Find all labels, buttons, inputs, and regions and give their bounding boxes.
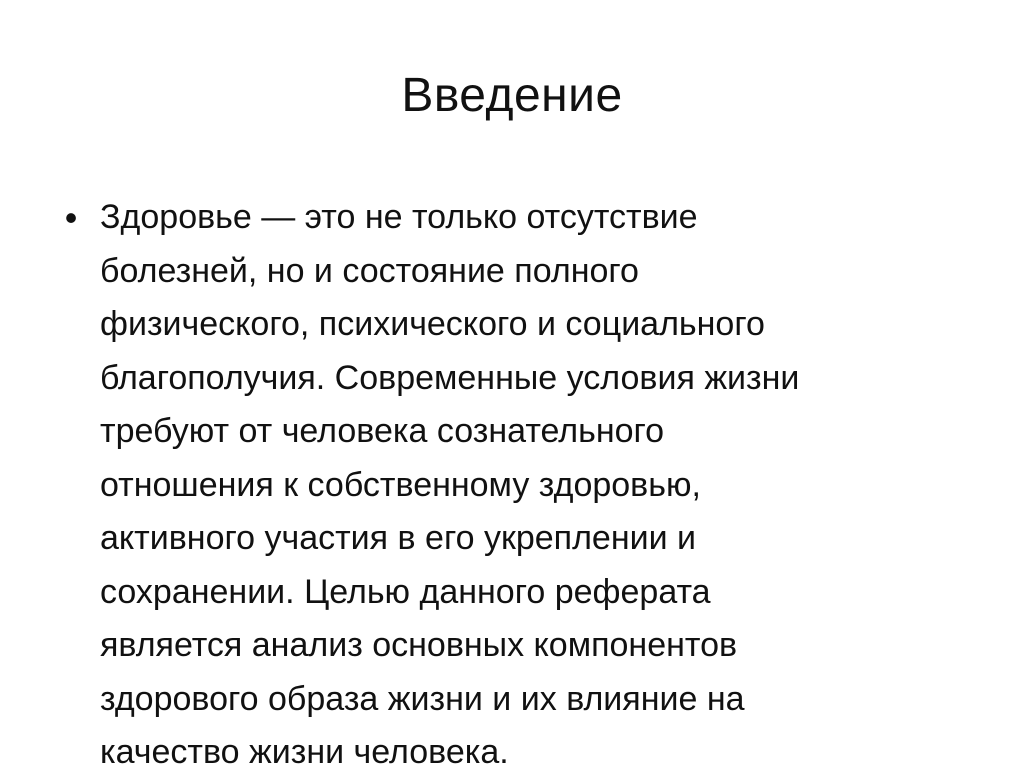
- slide-title: Введение: [401, 69, 623, 122]
- text-line: отношения к собственному здоровью,: [100, 465, 701, 504]
- text-line: сохранении. Целью данного реферата: [100, 572, 711, 611]
- text-line: здорового образа жизни и их влияние на: [100, 679, 745, 718]
- text-line: болезней, но и состояние полного: [100, 251, 639, 290]
- text-line: является анализ основных компонентов: [100, 626, 738, 664]
- text-line: требуют от человека сознательного: [100, 412, 665, 450]
- text-line: качество жизни человека.: [100, 733, 509, 767]
- text-line: Здоровье — это не только отсутствие: [100, 198, 698, 236]
- text-line: физического, психического и социального: [100, 305, 765, 343]
- bullet-marker: •: [64, 197, 78, 238]
- bullet-text: [100, 191, 1000, 767]
- text-line: активного участия в его укреплении и: [100, 519, 697, 557]
- text-line: благополучия. Современные условия жизни: [100, 358, 800, 397]
